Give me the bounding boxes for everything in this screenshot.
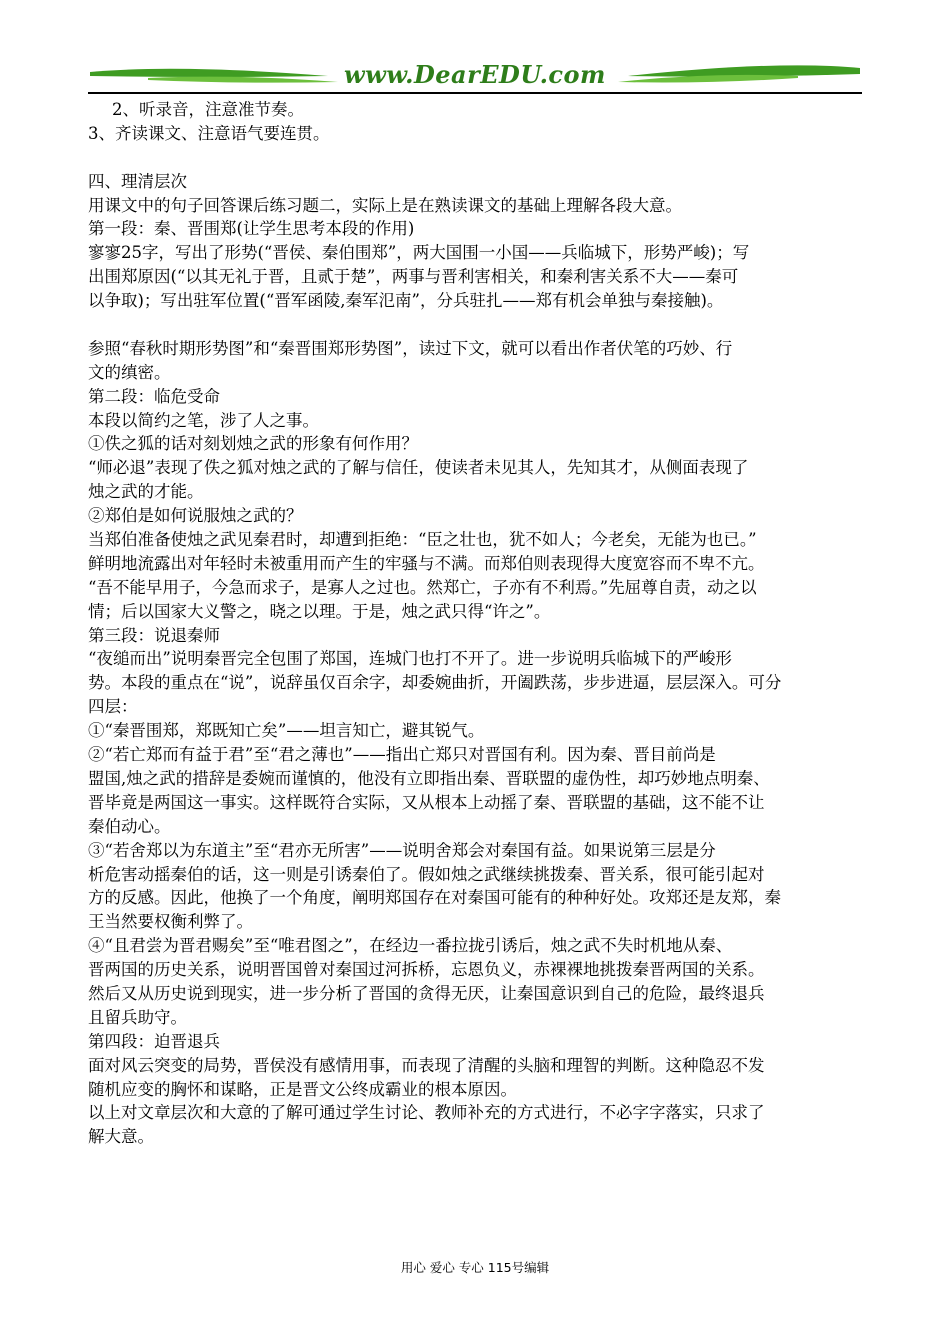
text-line: 盟国,烛之武的措辞是委婉而谨慎的，他没有立即指出秦、晋联盟的虚伪性，却巧妙地点明秦、 bbox=[88, 768, 770, 788]
text-line: 寥寥25字，写出了形势(“晋侯、秦伯围郑”，两大国围一小国——兵临城下，形势严峻)；写 bbox=[88, 243, 750, 263]
text-line: 第四段：迫晋退兵 bbox=[88, 1031, 220, 1051]
text-line: 解大意。 bbox=[88, 1127, 154, 1147]
blank-line bbox=[88, 146, 862, 170]
text-line: 以上对文章层次和大意的了解可通过学生讨论、教师补充的方式进行，不必字字落实，只求了 bbox=[88, 1103, 765, 1123]
text-line: 鲜明地流露出对年轻时未被重用而产生的牢骚与不满。而郑伯则表现得大度宽容而不卑不亢。 bbox=[88, 553, 765, 573]
text-line: 秦伯动心。 bbox=[88, 816, 171, 836]
text-line: “师必退”表现了佚之狐对烛之武的了解与信任，使读者未见其人，先知其才，从侧面表现了 bbox=[88, 458, 749, 478]
text-line: 情；后以国家大义警之，晓之以理。于是，烛之武只得“许之”。 bbox=[88, 601, 551, 621]
text-line: ④“且君尝为晋君赐矣”至“唯君图之”，在经边一番拉拢引诱后，烛之武不失时机地从秦、 bbox=[88, 936, 733, 956]
text-line: 2、听录音，注意准节奏。 bbox=[112, 100, 304, 119]
text-line: 参照“春秋时期形势图”和“秦晋围郑形势图”，读过下文，就可以看出作者伏笔的巧妙、行 bbox=[88, 338, 733, 358]
text-line: “夜缒而出”说明秦晋完全包围了郑国，连城门也打不开了。进一步说明兵临城下的严峻形 bbox=[88, 649, 732, 669]
text-line: 以争取)；写出驻军位置(“晋军函陵,秦军氾南”，分兵驻扎——郑有机会单独与秦接触)。 bbox=[88, 291, 724, 311]
text-line: 王当然要权衡利弊了。 bbox=[88, 912, 253, 932]
text-line: 面对风云突变的局势，晋侯没有感情用事，而表现了清醒的头脑和理智的判断。这种隐忍不发 bbox=[88, 1055, 765, 1075]
text-line: 且留兵助守。 bbox=[88, 1007, 187, 1027]
text-line: 析危害动摇秦伯的话，这一则是引诱秦伯了。假如烛之武继续挑拨秦、晋关系，很可能引起对 bbox=[88, 864, 765, 884]
text-line: ②“若亡郑而有益于君”至“君之薄也”——指出亡郑只对晋国有利。因为秦、晋目前尚是 bbox=[88, 745, 716, 765]
text-line: “吾不能早用子，今急而求子，是寡人之过也。然郑亡，子亦有不利焉。”先屈尊自责，动之以 bbox=[88, 577, 757, 597]
text-line: 烛之武的才能。 bbox=[88, 482, 204, 502]
header-divider bbox=[88, 92, 862, 94]
text-line: 晋毕竟是两国这一事实。这样既符合实际，又从根本上动摇了秦、晋联盟的基础，这不能不让 bbox=[88, 792, 765, 812]
text-line: ①佚之狐的话对刻划烛之武的形象有何作用？ bbox=[88, 434, 418, 454]
text-line: 然后又从历史说到现实，进一步分析了晋国的贪得无厌，让秦国意识到自己的危险，最终退兵 bbox=[88, 983, 765, 1003]
text-line: ①“秦晋围郑，郑既知亡矣”——坦言知亡，避其锐气。 bbox=[88, 721, 485, 741]
text-line: ②郑伯是如何说服烛之武的？ bbox=[88, 506, 303, 526]
text-line: 随机应变的胸怀和谋略，正是晋文公终成霸业的根本原因。 bbox=[88, 1079, 517, 1099]
site-logo-text: www.DearEDU.com bbox=[344, 60, 606, 89]
blank-line bbox=[88, 313, 862, 337]
text-line: 文的缜密。 bbox=[88, 362, 171, 382]
text-line: 势。本段的重点在“说”，说辞虽仅百余字，却委婉曲折，开阖跌荡，步步进逼，层层深入。可分 bbox=[88, 673, 782, 693]
page-footer: 用心 爱心 专心 115号编辑 bbox=[400, 1260, 550, 1275]
document-body bbox=[88, 98, 862, 1149]
text-line: 3、齐读课文、注意语气要连贯。 bbox=[88, 123, 330, 143]
text-line: 四、理清层次 bbox=[88, 171, 187, 191]
text-line: 第一段：秦、晋围郑(让学生思考本段的作用) bbox=[88, 219, 415, 239]
text-line: 本段以简约之笔，涉了人之事。 bbox=[88, 410, 319, 430]
text-line: 第二段：临危受命 bbox=[88, 386, 220, 406]
text-line: 晋两国的历史关系，说明晋国曾对秦国过河拆桥，忘恩负义，赤裸裸地挑拨秦晋两国的关系。 bbox=[88, 960, 765, 980]
text-line: 用课文中的句子回答课后练习题二，实际上是在熟读课文的基础上理解各段大意。 bbox=[88, 195, 682, 215]
text-line: 出围郑原因(“以其无礼于晋，且贰于楚”，两事与晋利害相关，和秦利害关系不大——秦可 bbox=[88, 267, 739, 287]
text-line: 方的反感。因此，他换了一个角度，阐明郑国存在对秦国可能有的种种好处。攻郑还是友郑，秦 bbox=[88, 888, 781, 908]
text-line: 当郑伯准备使烛之武见秦君时，却遭到拒绝：“臣之壮也，犹不如人；今老矣，无能为也已。” bbox=[88, 530, 757, 550]
text-line: 第三段：说退秦师 bbox=[88, 625, 220, 645]
text-line: 四层： bbox=[88, 697, 138, 717]
text-line: ③“若舍郑以为东道主”至“君亦无所害”——说明舍郑会对秦国有益。如果说第三层是分 bbox=[88, 840, 716, 860]
